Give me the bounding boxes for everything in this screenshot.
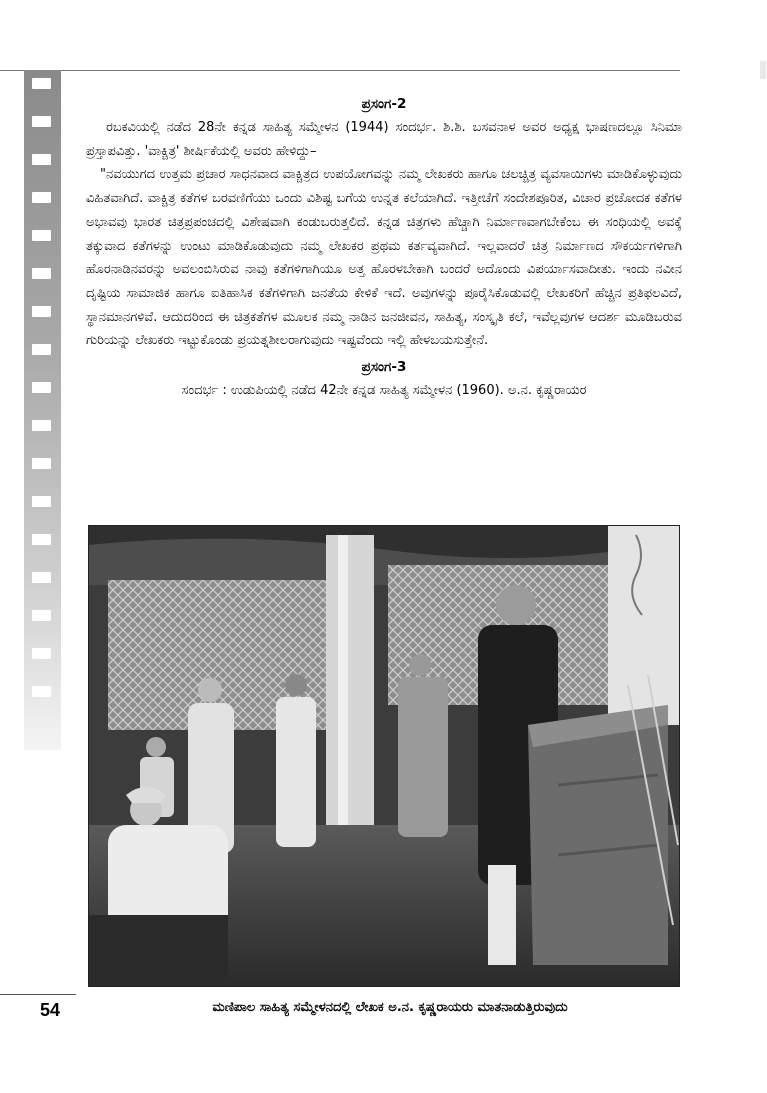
film-hole [32, 306, 51, 317]
film-hole [32, 154, 51, 165]
film-hole [32, 344, 51, 355]
film-hole [32, 534, 51, 545]
event-photo [88, 525, 680, 987]
top-rule [0, 70, 680, 71]
film-hole [32, 458, 51, 469]
film-hole [32, 382, 51, 393]
film-hole [32, 572, 51, 583]
film-hole [32, 648, 51, 659]
section-heading-2: ಪ್ರಸಂಗ-2 [361, 96, 407, 112]
film-hole [32, 610, 51, 621]
section-3-context: ಸಂದರ್ಭ : ಉಡುಪಿಯಲ್ಲಿ ನಡೆದ 42ನೇ ಕನ್ನಡ ಸಾಹಿತ್ಯ ಸಮ್ಮೇಳನ (1960). ಅ.ನ. ಕೃಷ್ಣರಾಯರ [181, 383, 587, 399]
film-hole [32, 420, 51, 431]
photo-illustration [88, 525, 680, 987]
body-text [86, 92, 682, 403]
page-edge-mark [757, 55, 767, 85]
film-hole [32, 496, 51, 507]
photo-caption: ಮಣಿಪಾಲ ಸಾಹಿತ್ಯ ಸಮ್ಮೇಳನದಲ್ಲಿ ಲೇಖಕ ಅ.ನ. ಕೃಷ್ಣರಾಯರು ಮಾತನಾಡುತ್ತಿರುವುದು [212, 1000, 568, 1015]
film-strip-decoration [24, 70, 61, 750]
section-2-intro: ರಬಕವಿಯಲ್ಲಿ ನಡೆದ 28ನೇ ಕನ್ನಡ ಸಾಹಿತ್ಯ ಸಮ್ಮೇಳನ (1944) ಸಂದರ್ಭ. ಶಿ.ಶಿ. ಬಸವನಾಳ ಅವರ ಅಧ್ಯಕ್ಷ ಭಾಷಣದಲ್ಲೂ ಸಿನಿಮಾ ಪ್ರಸ್ತಾಪವಿತ್ತು. 'ವಾಕ್ಚಿತ್ರ' ಶೀರ್ಷಿಕೆಯಲ್ಲಿ ಅವರು ಹೇಳಿದ್ದು– [86, 120, 682, 159]
film-hole [32, 78, 51, 89]
film-hole [32, 230, 51, 241]
film-hole [32, 686, 51, 697]
footer-rule [0, 994, 76, 995]
film-hole [32, 116, 51, 127]
section-2-quote: "ನವಯುಗದ ಉತ್ತಮ ಪ್ರಚಾರ ಸಾಧನವಾದ ವಾಕ್ಚಿತ್ರದ ಉಪಯೋಗವನ್ನು ನಮ್ಮ ಲೇಖಕರು ಹಾಗೂ ಚಲಚ್ಚಿತ್ರ ವ್ಯವಸಾಯಿಗಳು ಮಾಡಿಕೊಳ್ಳುವುದು ವಿಹಿತವಾಗಿದೆ. ವಾಕ್ಚಿತ್ರ ಕತೆಗಳ ಬರವಣಿಗೆಯು ಒಂದು ವಿಶಿಷ್ಟ ಬಗೆಯ ಉನ್ನತ ಕಲೆಯಾಗಿದೆ. ಇತ್ತೀಚೆಗೆ ಸಂದೇಶಪೂರಿತ, ವಿಚಾರ ಪ್ರಚೋದಕ ಕತೆಗಳ ಅಭಾವವು ಭಾರತ ಚಿತ್ರಪ್ರಪಂಚದಲ್ಲಿ ವಿಶೇಷವಾಗಿ ಕಂಡುಬರುತ್ತಲಿದೆ. ಕನ್ನಡ ಚಿತ್ರಗಳು ಹೆಚ್ಚಾಗಿ ನಿರ್ಮಾಣವಾಗಬೇಕೆಂಬ ಈ ಸಂಧಿಯಲ್ಲಿ ಅವಕ್ಕೆ ತಕ್ಕುವಾದ ಕತೆಗಳನ್ನು ಉಂಟು ಮಾಡಿಕೊಡುವುದು ನಮ್ಮ ಲೇಖಕರ ಪ್ರಥಮ ಕರ್ತವ್ಯವಾಗಿದೆ. ಇಲ್ಲವಾದರೆ ಚಿತ್ರ ನಿರ್ಮಾಣದ ಸೌಕರ್ಯಗಳಿಗಾಗಿ ಹೊರನಾಡಿನವರನ್ನು ಅವಲಂಬಿಸಿರುವ ನಾವು ಕತೆಗಳಿಗಾಗಿಯೂ ಅತ್ತ ಹೊರಳಬೇಕಾಗಿ ಬಂದರೆ ಅದೊಂದು ವಿಪರ್ಯಾಸವಾದೀತು. ಇಂದು ನವೀನ ದೃಷ್ಟಿಯ ಸಾಮಾಜಿಕ ಹಾಗೂ ಐತಿಹಾಸಿಕ ಕತೆಗಳಿಗಾಗಿ ಜನತೆಯ ಕೇಳಿಕೆ ಇದೆ. ಅವುಗಳನ್ನು ಪೂರೈಸಿಕೊಡುವಲ್ಲಿ ಲೇಖಕರಿಗೆ ಹೆಚ್ಚಿನ ಪ್ರತಿಫಲವಿದೆ, ಸ್ಥಾನಮಾನಗಳಿವೆ. ಆದುದರಿಂದ ಈ ಚಿತ್ರಕತೆಗಳ ಮೂಲಕ ನಮ್ಮ ನಾಡಿನ ಜನಜೀವನ, ಸಾಹಿತ್ಯ, ಸಂಸ್ಕೃತಿ ಕಲೆ, ಇವೆಲ್ಲವುಗಳ ಆದರ್ಶ ಮೂಡಿಬರುವ ಗುರಿಯನ್ನು ಲೇಖಕರು ಇಟ್ಟುಕೊಂಡು ಪ್ರಯತ್ನಶೀಲರಾಗುವುದು ಇಷ್ಟವೆಂದು ಇಲ್ಲಿ ಹೇಳಬಯಸುತ್ತೇನೆ. [86, 167, 682, 349]
page-number: 54 [40, 1000, 61, 1020]
film-hole [32, 192, 51, 203]
film-hole [32, 268, 51, 279]
section-heading-3: ಪ್ರಸಂಗ-3 [361, 359, 407, 376]
